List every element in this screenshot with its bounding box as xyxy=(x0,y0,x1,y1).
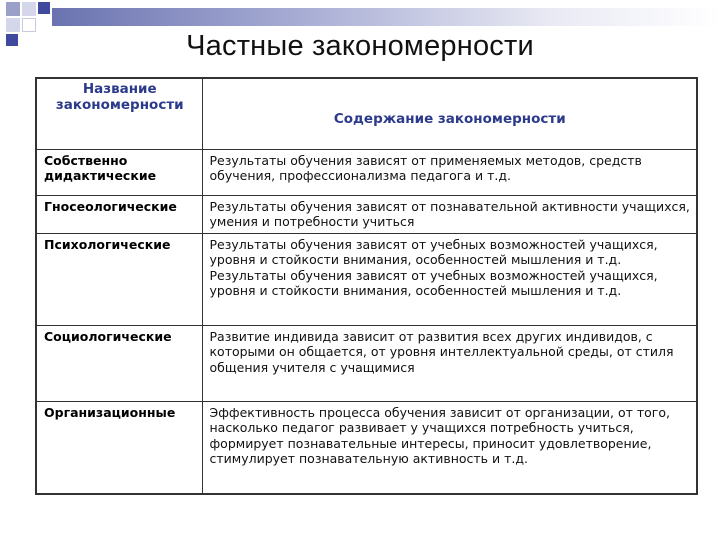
row-name: Организационные xyxy=(36,401,202,494)
table-header-row xyxy=(36,78,697,149)
table-row xyxy=(36,195,697,233)
row-name: Гносеологические xyxy=(36,195,202,233)
slide-title: Частные закономерности xyxy=(186,30,534,62)
decor-square xyxy=(6,2,20,16)
row-name: Социологические xyxy=(36,325,202,401)
row-content: Результаты обучения зависят от применяемых методов, средств обучения, профессионализма педагога и т.д. xyxy=(202,149,697,195)
row-content: Развитие индивида зависит от развития всех других индивидов, с которыми он общается, от уровня интеллектуальной среды, от стиля общения учителя с учащимися xyxy=(202,325,697,401)
row-content: Эффективность процесса обучения зависит от организации, от того, насколько педагог развивает у учащихся потребность учиться, формирует познавательные интересы, приносит удовлетворение, стимулирует познавательную активность и т.д. xyxy=(202,401,697,494)
row-name: Собственно дидактические xyxy=(36,149,202,195)
row-content: Результаты обучения зависят от познавательной активности учащихся, умения и потребности учиться xyxy=(202,195,697,233)
table-row xyxy=(36,401,697,494)
column-header-name: Название закономерности xyxy=(36,78,202,149)
decor-square xyxy=(22,2,36,16)
column-header-content: Содержание закономерности xyxy=(202,78,697,149)
table-row xyxy=(36,233,697,325)
top-gradient-bar xyxy=(52,8,720,26)
row-name: Психологические xyxy=(36,233,202,325)
table-row xyxy=(36,325,697,401)
decor-square xyxy=(38,2,50,14)
row-content: Результаты обучения зависят от учебных возможностей учащихся, уровня и стойкости внимания, особенностей мышления и т.д. Результаты обучения зависят от учебных возможностей учащихся, уровня и стойкости внимания, особенностей мышления и т.д. xyxy=(202,233,697,325)
regularities-table xyxy=(35,77,698,495)
table-row xyxy=(36,149,697,195)
